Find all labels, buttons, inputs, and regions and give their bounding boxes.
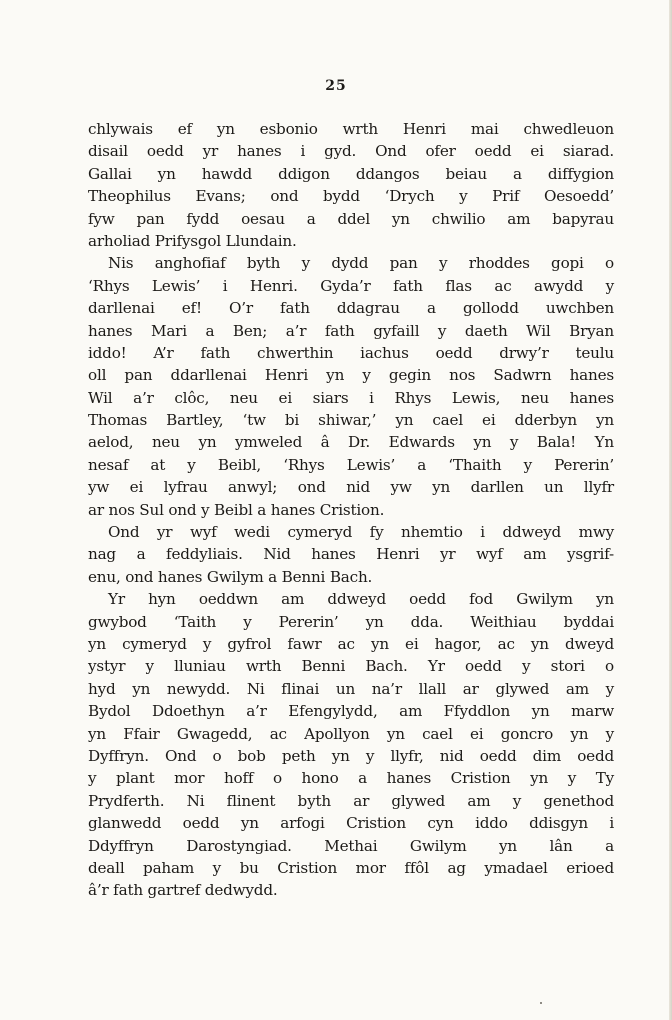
page-number: 25 bbox=[325, 78, 347, 94]
text-line: Yr hyn oeddwn am ddweyd oedd fod Gwilym yn bbox=[108, 590, 614, 609]
text-line: ystyr y lluniau wrth Benni Bach. Yr oedd y stori o bbox=[88, 657, 614, 676]
text-line: Prydferth. Ni flinent byth ar glywed am y genethod bbox=[88, 791, 614, 810]
text-line: enu, ond hanes Gwilym a Benni Bach. bbox=[88, 567, 373, 586]
text-line: hyd yn newydd. Ni flinai un na’r llall ar glywed am y bbox=[88, 679, 614, 698]
text-line: yn Ffair Gwagedd, ac Apollyon yn cael ei goncro yn y bbox=[88, 724, 614, 743]
body-text bbox=[88, 118, 614, 902]
text-line: darllenai ef! O’r fath ddagrau a gollodd uwchben bbox=[88, 299, 614, 318]
text-line: ar nos Sul ond y Beibl a hanes Cristion. bbox=[88, 500, 385, 519]
text-line: arholiad Prifysgol Llundain. bbox=[88, 231, 297, 250]
text-line: yn cymeryd y gyfrol fawr ac yn ei hagor, ac yn dweyd bbox=[88, 634, 614, 653]
text-line: nag a feddyliais. Nid hanes Henri yr wyf am ysgrif- bbox=[88, 545, 614, 564]
text-line: gwybod ‘Taith y Pererin’ yn dda. Weithiau byddai bbox=[88, 612, 614, 631]
text-line: Bydol Ddoethyn a’r Efengylydd, am Ffyddlon yn marw bbox=[88, 702, 614, 721]
text-line: chlywais ef yn esbonio wrth Henri mai chwedleuon bbox=[88, 120, 614, 138]
text-line: fyw pan fydd oesau a ddel yn chwilio am bapyrau bbox=[88, 209, 614, 228]
text-line: deall paham y bu Cristion mor ffôl ag ymadael erioed bbox=[88, 858, 614, 877]
text-line: Ond yr wyf wedi cymeryd fy nhemtio i ddweyd mwy bbox=[108, 523, 614, 542]
text-line: iddo! A’r fath chwerthin iachus oedd drwy’r teulu bbox=[88, 343, 614, 362]
text-line: hanes Mari a Ben; a’r fath gyfaill y daeth Wil Bryan bbox=[88, 321, 614, 340]
text-line: Gallai yn hawdd ddigon ddangos beiau a diffygion bbox=[88, 164, 614, 183]
text-line: nesaf at y Beibl, ‘Rhys Lewis’ a ‘Thaith y Pererin’ bbox=[88, 455, 614, 474]
text-line: Theophilus Evans; ond bydd ‘Drych y Prif Oesoedd’ bbox=[88, 187, 614, 206]
text-line: disail oedd yr hanes i gyd. Ond ofer oedd ei siarad. bbox=[88, 142, 614, 161]
text-line: y plant mor hoff o hono a hanes Cristion yn y Ty bbox=[88, 769, 614, 788]
text-line: Ddyffryn Darostyngiad. Methai Gwilym yn lân a bbox=[88, 836, 614, 855]
text-line: Thomas Bartley, ‘tw bi shiwar,’ yn cael ei dderbyn yn bbox=[88, 411, 614, 430]
text-line: â’r fath gartref dedwydd. bbox=[88, 881, 278, 900]
text-line: Nis anghofiaf byth y dydd pan y rhoddes gopi o bbox=[108, 254, 614, 273]
text-line: glanwedd oedd yn arfogi Cristion cyn iddo ddisgyn i bbox=[88, 814, 614, 833]
text-line: aelod, neu yn ymweled â Dr. Edwards yn y Bala! Yn bbox=[88, 433, 614, 452]
text-line: oll pan ddarllenai Henri yn y gegin nos Sadwrn hanes bbox=[88, 366, 614, 385]
text-line: Wil a’r clôc, neu ei siars i Rhys Lewis, neu hanes bbox=[88, 388, 614, 407]
text-line: yw ei lyfrau anwyl; ond nid yw yn darllen un llyfr bbox=[88, 478, 614, 497]
paper-speck bbox=[540, 1002, 542, 1004]
text-line: Dyffryn. Ond o bob peth yn y llyfr, nid oedd dim oedd bbox=[88, 746, 614, 765]
text-line: ‘Rhys Lewis’ i Henri. Gyda’r fath flas ac awydd y bbox=[88, 276, 614, 295]
